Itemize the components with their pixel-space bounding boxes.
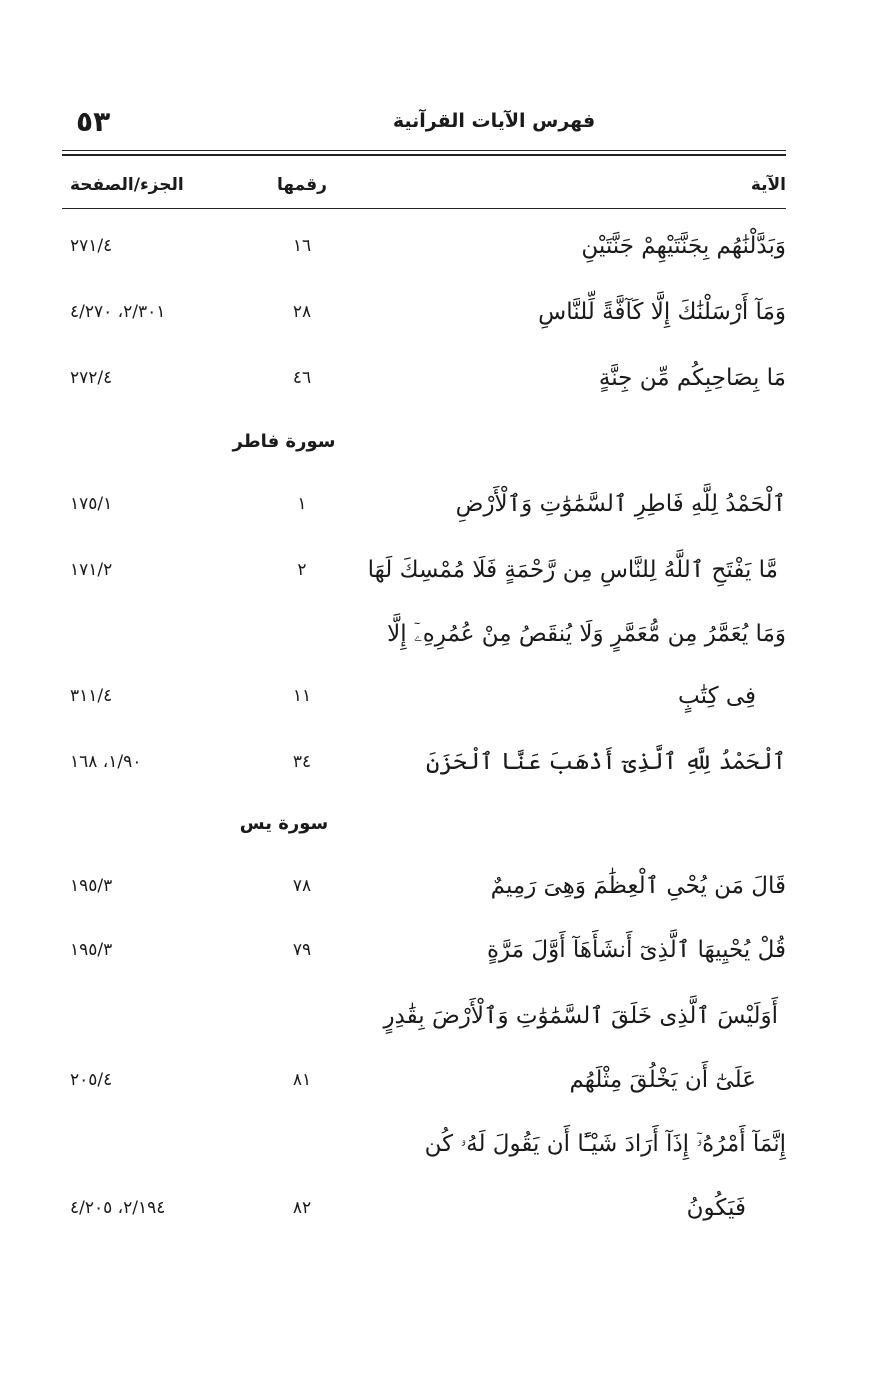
- surah-title-text: سورة يس: [239, 813, 329, 834]
- header-double-rule: [62, 150, 786, 156]
- column-header-volume-page: الجزء/الصفحة: [70, 175, 184, 195]
- index-row: [62, 672, 786, 720]
- column-header-row: [62, 168, 786, 202]
- column-header-rule: [62, 208, 786, 209]
- verse-number: ١١: [292, 686, 312, 706]
- index-row: [62, 610, 786, 658]
- verse-number: ٣٤: [292, 752, 312, 772]
- verse-text: قُلْ يُحْيِيهَا ٱلَّذِىٓ أَنشَأَهَآ أَوَّلَ مَرَّةٍ: [487, 937, 786, 963]
- volume-page-ref: ١٩٥/٣: [70, 940, 113, 960]
- verse-text: مَا بِصَاحِبِكُم مِّن جِنَّةٍ: [598, 365, 786, 391]
- index-row: [62, 1056, 786, 1104]
- index-row: [62, 862, 786, 910]
- page-number: ٥٣: [76, 105, 111, 138]
- volume-page-ref: ١٧١/٢: [70, 560, 113, 580]
- volume-page-ref: ١/٩٠، ١٦٨: [70, 752, 142, 772]
- verse-number: ٤٦: [292, 368, 312, 388]
- volume-page-ref: ٢٠٥/٤: [70, 1070, 113, 1090]
- volume-page-ref: ١٧٥/١: [70, 494, 113, 514]
- index-row: [62, 480, 786, 528]
- surah-title-fatir: [62, 422, 786, 462]
- volume-page-ref: ١٩٥/٣: [70, 876, 113, 896]
- verse-number: ١: [297, 494, 307, 514]
- verse-number: ٢: [297, 560, 307, 580]
- verse-text: مَّا يَفْتَحِ ٱللَّهُ لِلنَّاسِ مِن رَّحْمَةٍ فَلَا مُمْسِكَ لَهَا: [367, 557, 778, 583]
- volume-page-ref: ٣١١/٤: [70, 686, 113, 706]
- volume-page-ref: ٢٧١/٤: [70, 236, 113, 256]
- index-row: [62, 546, 786, 594]
- verse-number: ٨١: [292, 1070, 312, 1090]
- index-row: [62, 738, 786, 786]
- verse-number: ٨٢: [292, 1198, 312, 1218]
- verse-number: ٢٨: [292, 302, 312, 322]
- verse-number: ٧٨: [292, 876, 312, 896]
- index-row: [62, 1184, 786, 1232]
- surah-title-yasin: [62, 804, 786, 844]
- verse-text: عَلَىٰٓ أَن يَخْلُقَ مِثْلَهُم: [569, 1067, 756, 1093]
- verse-text: وَبَدَّلْنَٰهُم بِجَنَّتَيْهِمْ جَنَّتَيْنِ: [581, 233, 786, 259]
- verse-text: فِى كِتَٰبٍ: [678, 683, 756, 709]
- verse-number: ٧٩: [292, 940, 312, 960]
- surah-title-text: سورة فاطر: [232, 431, 336, 452]
- running-title: فهرس الآيات القرآنية: [392, 110, 596, 132]
- index-row: [62, 354, 786, 402]
- verse-text: إِنَّمَآ أَمْرُهُۥٓ إِذَآ أَرَادَ شَيْـًٔا أَن يَقُولَ لَهُۥ كُن: [424, 1131, 786, 1157]
- verse-text: قَالَ مَن يُحْىِ ٱلْعِظَٰمَ وَهِىَ رَمِيمٌ: [490, 873, 786, 899]
- verse-number: ١٦: [292, 236, 312, 256]
- volume-page-ref: ٢/٣٠١، ٤/٢٧٠: [70, 302, 166, 322]
- verse-text: وَمَا يُعَمَّرُ مِن مُّعَمَّرٍ وَلَا يُنقَصُ مِنْ عُمُرِهِۦٓ إِلَّا: [387, 621, 786, 647]
- index-row: [62, 222, 786, 270]
- verse-text: ٱلْحَمْدُ لِلَّهِ فَاطِرِ ٱلسَّمَٰوَٰتِ وَٱلْأَرْضِ: [455, 491, 786, 517]
- verse-text: ٱلْحَمْدُ لِلَّهِ ٱلَّذِىٓ أَذْهَبَ عَنَّا ٱلْحَزَنَ: [426, 749, 786, 775]
- volume-page-ref: ٢٧٢/٤: [70, 368, 113, 388]
- index-row: [62, 926, 786, 974]
- volume-page-ref: ٢/١٩٤، ٤/٢٠٥: [70, 1198, 166, 1218]
- index-row: [62, 992, 786, 1040]
- verse-text: فَيَكُونُ: [686, 1195, 746, 1221]
- running-head: [62, 104, 786, 144]
- column-header-verse: الآية: [750, 175, 786, 195]
- index-row: [62, 1120, 786, 1168]
- column-header-number: رقمها: [277, 175, 327, 195]
- verse-text: وَمَآ أَرْسَلْنَٰكَ إِلَّا كَآفَّةً لِّلنَّاسِ: [538, 299, 786, 325]
- index-row: [62, 288, 786, 336]
- verse-text: أَوَلَيْسَ ٱلَّذِى خَلَقَ ٱلسَّمَٰوَٰتِ وَٱلْأَرْضَ بِقَٰدِرٍ: [383, 1003, 778, 1029]
